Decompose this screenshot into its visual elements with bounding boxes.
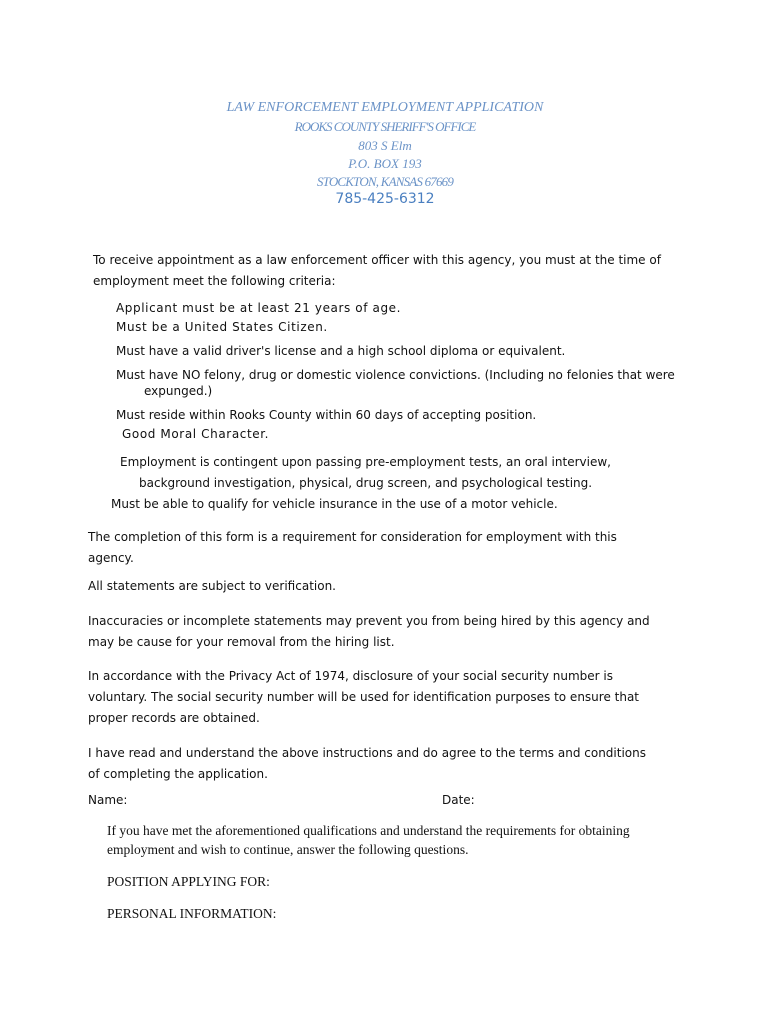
criteria-item-continued: expunged.): [144, 384, 213, 398]
po-box: P.O. BOX 193: [348, 156, 422, 171]
continue-instructions: If you have met the aforementioned qualifications and understand the requirements for obtaining employment and wish to continue, answer the following questions.: [107, 823, 630, 857]
date-label: Date:: [442, 793, 475, 807]
criteria-item: Good Moral Character.: [122, 427, 270, 441]
street-address: 803 S Elm: [358, 138, 412, 153]
criteria-item: Applicant must be at least 21 years of age.: [116, 301, 402, 315]
city-state-zip: STOCKTON, KANSAS 67669: [316, 174, 454, 189]
phone-number: 785-425-6312: [335, 191, 435, 207]
criteria-item: Employment is contingent upon passing pre-employment tests, an oral interview,: [120, 455, 611, 469]
position-applying-heading: POSITION APPLYING FOR:: [107, 874, 270, 889]
intro-text: To receive appointment as a law enforcement officer with this agency, you must at the time of employment meet the following criteria:: [93, 253, 661, 288]
privacy-act-paragraph: In accordance with the Privacy Act of 1974, disclosure of your social security number is voluntary. The social security number will be used for identification purposes to ensure that proper records are obtained.: [88, 669, 640, 725]
completion-paragraph: The completion of this form is a requirement for consideration for employment with this agency.: [88, 530, 617, 565]
agreement-paragraph: I have read and understand the above instructions and do agree to the terms and conditions of completing the application.: [88, 746, 646, 781]
criteria-item: Must reside within Rooks County within 60 days of accepting position.: [116, 408, 537, 422]
verification-paragraph: All statements are subject to verification.: [88, 579, 336, 593]
personal-information-heading: PERSONAL INFORMATION:: [107, 906, 277, 921]
name-label: Name:: [88, 793, 128, 807]
criteria-item: Must have a valid driver's license and a high school diploma or equivalent.: [116, 344, 566, 358]
inaccuracies-paragraph: Inaccuracies or incomplete statements may prevent you from being hired by this agency and may be cause for your removal from the hiring list.: [88, 614, 650, 649]
criteria-item-continued: background investigation, physical, drug screen, and psychological testing.: [139, 476, 593, 490]
criteria-item: Must be able to qualify for vehicle insurance in the use of a motor vehicle.: [111, 497, 558, 511]
form-title: LAW ENFORCEMENT EMPLOYMENT APPLICATION: [226, 100, 544, 115]
criteria-item: Must be a United States Citizen.: [116, 320, 328, 334]
criteria-item: Must have NO felony, drug or domestic violence convictions. (Including no felonies that were: [116, 368, 675, 382]
office-name: ROOKS COUNTY SHERIFF'S OFFICE: [294, 119, 476, 134]
